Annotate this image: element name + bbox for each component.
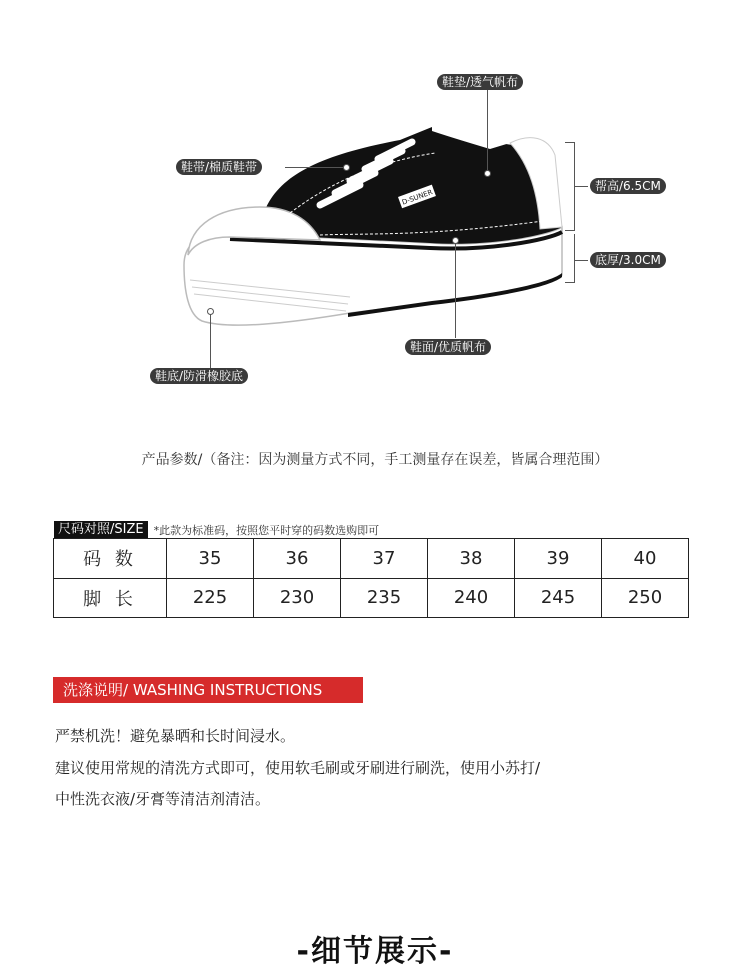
size-cell: 40 <box>602 539 689 579</box>
label-collar-height: 帮高/6.5CM <box>590 178 666 194</box>
size-cell: 39 <box>515 539 602 579</box>
label-insole: 鞋垫/透气帆布 <box>437 74 523 90</box>
washing-line-2: 建议使用常规的清洗方式即可，使用软毛刷或牙刷进行刷洗，使用小苏打/ <box>55 759 541 777</box>
size-cell: 37 <box>341 539 428 579</box>
label-sole-thickness: 底厚/3.0CM <box>590 252 666 268</box>
size-cell: 38 <box>428 539 515 579</box>
label-laces: 鞋带/棉质鞋带 <box>176 159 262 175</box>
washing-line-1: 严禁机洗！避免暴晒和长时间浸水。 <box>55 727 296 745</box>
length-cell: 250 <box>602 578 689 618</box>
leader-laces <box>285 167 345 168</box>
label-outsole: 鞋底/防滑橡胶底 <box>150 368 248 384</box>
length-cell: 235 <box>341 578 428 618</box>
length-cell: 225 <box>167 578 254 618</box>
leader-insole <box>487 90 488 172</box>
label-upper: 鞋面/优质帆布 <box>405 339 491 355</box>
shoe-illustration <box>170 115 570 345</box>
table-row <box>54 578 689 618</box>
size-cell: 35 <box>167 539 254 579</box>
row-label-length: 脚 长 <box>54 578 167 618</box>
size-chart-header <box>54 521 379 538</box>
length-cell: 230 <box>254 578 341 618</box>
leader-upper <box>455 243 456 338</box>
size-cell: 36 <box>254 539 341 579</box>
params-note: 产品参数/（备注：因为测量方式不同，手工测量存在误差，皆属合理范围） <box>141 452 609 468</box>
size-chart-title: 尺码对照/SIZE <box>54 521 148 538</box>
length-cell: 240 <box>428 578 515 618</box>
svg-text:D-SUNER: D-SUNER <box>400 188 434 207</box>
leader-outsole <box>210 314 211 368</box>
size-table <box>53 538 689 618</box>
row-label-size: 码 数 <box>54 539 167 579</box>
washing-line-3: 中性洗衣液/牙膏等清洁剂清洁。 <box>55 790 271 808</box>
bracket-sole <box>574 234 575 282</box>
table-row <box>54 539 689 579</box>
detail-section-title: -细节展示- <box>296 934 454 969</box>
washing-title: 洗涤说明/ WASHING INSTRUCTIONS <box>53 677 363 703</box>
pointer-laces <box>343 164 350 171</box>
length-cell: 245 <box>515 578 602 618</box>
pointer-insole <box>484 170 491 177</box>
size-chart-note: *此款为标准码，按照您平时穿的码数选购即可 <box>153 523 380 537</box>
